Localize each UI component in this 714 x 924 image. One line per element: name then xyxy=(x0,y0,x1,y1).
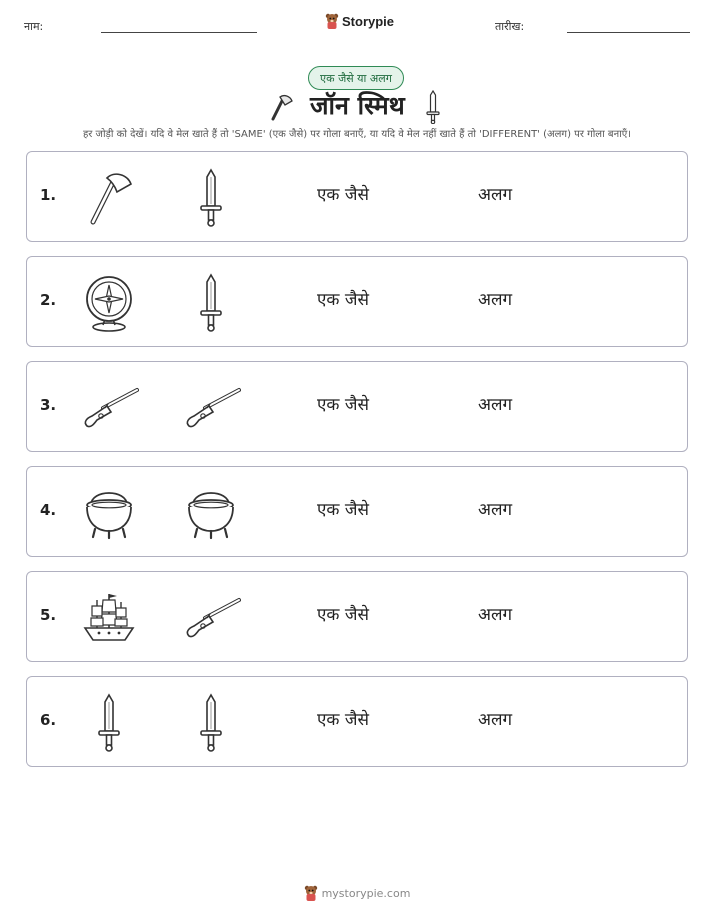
pair-row-1 xyxy=(26,151,688,242)
cauldron-icon xyxy=(79,483,139,543)
sword-icon xyxy=(181,273,241,333)
date-line[interactable] xyxy=(567,32,690,33)
axe-icon xyxy=(266,92,296,122)
page-title: जॉन स्मिथ xyxy=(310,91,405,120)
same-option[interactable]: एक जैसे xyxy=(317,710,369,730)
sword-icon xyxy=(181,168,241,228)
pair-row-3 xyxy=(26,361,688,452)
worksheet-type-badge: एक जैसे या अलग xyxy=(308,66,404,90)
title-block xyxy=(0,88,714,128)
different-option[interactable]: अलग xyxy=(478,500,513,520)
name-label: नाम: xyxy=(24,20,44,33)
bear-icon xyxy=(325,13,339,29)
axe-icon xyxy=(79,168,139,228)
different-option[interactable]: अलग xyxy=(478,185,513,205)
row-number: 3. xyxy=(40,396,57,414)
musket-icon xyxy=(181,588,241,648)
bear-icon xyxy=(304,885,318,901)
compass-icon xyxy=(79,273,139,333)
row-number: 6. xyxy=(40,711,57,729)
same-option[interactable]: एक जैसे xyxy=(317,290,369,310)
footer-url: mystorypie.com xyxy=(321,886,411,900)
musket-icon xyxy=(79,378,139,438)
cauldron-icon xyxy=(181,483,241,543)
brand-logo xyxy=(325,13,394,29)
brand-name: Storypie xyxy=(342,13,395,29)
different-option[interactable]: अलग xyxy=(478,395,513,415)
sword-icon xyxy=(425,90,441,124)
row-number: 4. xyxy=(40,501,57,519)
page-header xyxy=(0,0,714,60)
row-number: 1. xyxy=(40,186,57,204)
same-option[interactable]: एक जैसे xyxy=(317,500,369,520)
same-option[interactable]: एक जैसे xyxy=(317,185,369,205)
different-option[interactable]: अलग xyxy=(478,605,513,625)
page-footer xyxy=(0,885,714,901)
pair-row-6 xyxy=(26,676,688,767)
pair-row-4 xyxy=(26,466,688,557)
different-option[interactable]: अलग xyxy=(478,290,513,310)
sword-icon xyxy=(79,693,139,753)
sword-icon xyxy=(181,693,241,753)
ship-icon xyxy=(79,588,139,648)
same-option[interactable]: एक जैसे xyxy=(317,395,369,415)
pair-row-2 xyxy=(26,256,688,347)
different-option[interactable]: अलग xyxy=(478,710,513,730)
row-number: 2. xyxy=(40,291,57,309)
instructions: हर जोड़ी को देखें। यदि वे मेल खाते हैं तो 'SAME' (एक जैसे) पर गोला बनाएँ, या यदि वे मेल नहीं खाते हैं तो 'DIFFERENT' (अलग) पर गोला बनाएँ। xyxy=(82,129,632,140)
musket-icon xyxy=(181,378,241,438)
row-number: 5. xyxy=(40,606,57,624)
date-label: तारीख: xyxy=(495,20,525,33)
name-line[interactable] xyxy=(101,32,257,33)
same-option[interactable]: एक जैसे xyxy=(317,605,369,625)
pair-row-5 xyxy=(26,571,688,662)
